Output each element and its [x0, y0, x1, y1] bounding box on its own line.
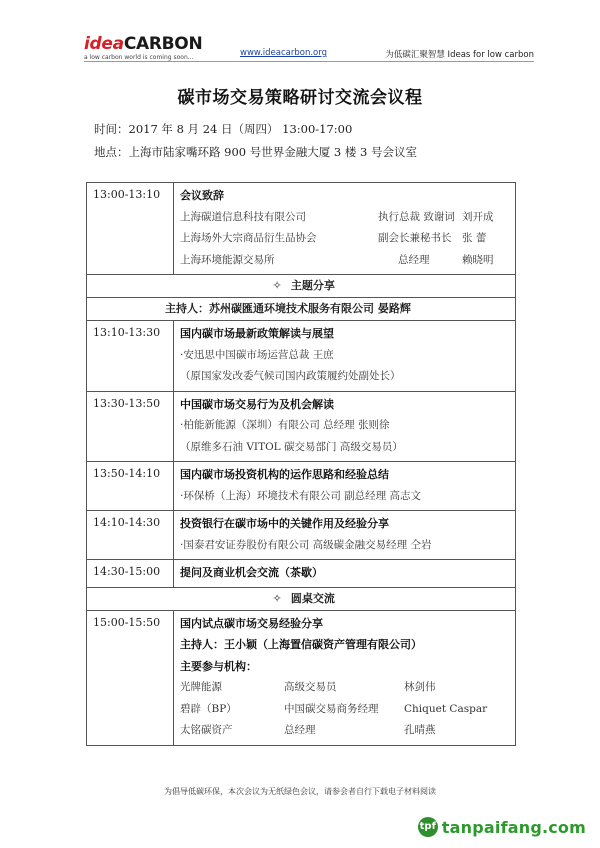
agenda-row: [87, 391, 516, 462]
speaker-org: 上海碳道信息科技有限公司: [180, 210, 306, 223]
section-row-roundtable: [87, 587, 516, 610]
diamond-icon: ✧: [272, 279, 282, 292]
agenda-content: [174, 511, 516, 560]
speaker-line: [180, 250, 515, 272]
section-row-theme: [87, 275, 516, 298]
logo-carbon-text: CARBON: [123, 34, 203, 54]
agenda-table: [86, 182, 516, 746]
logo-wordmark: [84, 34, 202, 54]
agenda-time: 14:10-14:30: [87, 511, 174, 560]
agenda-content: [174, 560, 516, 588]
watermark-text: tanpaifang.com: [441, 817, 586, 837]
speaker-name: 张 蕾: [462, 232, 487, 244]
speaker-role: 执行总裁 致谢词: [378, 210, 455, 223]
roundtable-host: 主持人：王小颖（上海置信碳资产管理有限公司）: [180, 638, 422, 651]
agenda-content: [174, 183, 516, 275]
participant-role: 高级交易员: [284, 681, 337, 693]
participant-name: 孔晴燕: [404, 724, 436, 736]
page-title: 碳市场交易策略研讨交流会议程: [177, 88, 423, 108]
participant-line: [180, 699, 515, 721]
leaf-icon: tpf: [418, 817, 438, 837]
participant-line: [180, 677, 515, 699]
agenda-row: [87, 462, 516, 511]
participants-label: 主要参与机构：: [180, 659, 257, 673]
speaker-role: 副会长兼秘书长: [378, 232, 452, 244]
section-header: [87, 587, 516, 610]
meeting-time: 时间：2017 年 8 月 24 日（周四） 13:00-17:00: [94, 122, 353, 136]
participant-line: [180, 720, 515, 742]
meeting-place: 地点：上海市陆家嘴环路 900 号世界金融大厦 3 楼 3 号会议室: [94, 145, 418, 159]
participant-org: 光牌能源: [180, 681, 222, 693]
agenda-content: [174, 391, 516, 462]
logo-idea-text: idea: [84, 34, 124, 54]
agenda-row: [87, 560, 516, 588]
participant-name: 林剑伟: [404, 681, 436, 693]
agenda-row: [87, 511, 516, 560]
speaker-line: ·柏能新能源（深圳）有限公司 总经理 张则徐: [180, 419, 390, 431]
agenda-time: 13:10-13:30: [87, 321, 174, 392]
host-label: 主持人：苏州碳匯通环境技术服务有限公司 晏路辉: [87, 298, 516, 321]
host-row: [87, 298, 516, 321]
agenda-content: [174, 321, 516, 392]
agenda-time: 13:00-13:10: [87, 183, 174, 275]
speaker-name: 刘开成: [462, 210, 494, 223]
agenda-row-roundtable: [87, 610, 516, 745]
agenda-content: [174, 462, 516, 511]
speaker-line: ·安迅思中国碳市场运营总裁 王庶: [180, 348, 334, 361]
speaker-line: [180, 207, 515, 229]
speaker-note: （原维多石油 VITOL 碳交易部门 高级交易员）: [180, 440, 403, 453]
section-label: 主题分享: [290, 279, 335, 292]
agenda-heading: 国内碳市场最新政策解读与展望: [180, 327, 334, 340]
speaker-org: 上海环境能源交易所: [180, 253, 275, 266]
speaker-role: 总经理: [398, 253, 430, 266]
agenda-heading: 国内碳市场投资机构的运作思路和经验总结: [180, 468, 389, 481]
site-slogan: 为低碳汇聚智慧 Ideas for low carbon: [385, 50, 534, 60]
agenda-heading: 会议致辞: [180, 189, 224, 202]
agenda-content: [174, 610, 516, 745]
agenda-time: 13:30-13:50: [87, 391, 174, 462]
section-label: 圆桌交流: [290, 591, 335, 605]
agenda-row: [87, 321, 516, 392]
agenda-row-opening: [87, 183, 516, 275]
diamond-icon: ✧: [272, 591, 282, 605]
participant-org: 太铭碳资产: [180, 724, 233, 736]
speaker-line: ·环保桥（上海）环境技术有限公司 副总经理 高志文: [180, 489, 422, 502]
agenda-heading: 中国碳市场交易行为及机会解读: [180, 397, 334, 411]
speaker-line: [180, 228, 515, 250]
participant-role: 中国碳交易商务经理: [284, 702, 379, 715]
site-url-link[interactable]: www.ideacarbon.org: [240, 48, 327, 58]
logo-tagline: a low carbon world is coming soon...: [84, 54, 194, 61]
ideacarbon-logo[interactable]: [84, 34, 202, 61]
agenda-heading: 提问及商业机会交流（茶歇）: [180, 566, 323, 579]
agenda-heading: 国内试点碳市场交易经验分享: [180, 616, 323, 630]
participant-role: 总经理: [284, 724, 316, 736]
speaker-note: （原国家发改委气候司国内政策履约处副处长）: [180, 370, 401, 382]
speaker-line: ·国泰君安证券股份有限公司 高级碳金融交易经理 仝岩: [180, 538, 432, 551]
section-header: [87, 275, 516, 298]
agenda-heading: 投资银行在碳市场中的关键作用及经验分享: [180, 517, 389, 530]
tanpaifang-watermark[interactable]: [418, 815, 586, 839]
participant-org: 碧辟（BP）: [180, 702, 237, 715]
agenda-time: 15:00-15:50: [87, 610, 174, 745]
speaker-name: 赖晓明: [462, 253, 494, 266]
participant-name: Chiquet Caspar: [404, 702, 488, 715]
agenda-time: 14:30-15:00: [87, 560, 174, 588]
header-divider: [84, 61, 534, 62]
speaker-org: 上海场外大宗商品衍生品协会: [180, 232, 317, 244]
page-header: [84, 34, 534, 64]
agenda-time: 13:50-14:10: [87, 462, 174, 511]
footer-note: 为倡导低碳环保，本次会议为无纸绿色会议，请参会者自行下载电子材料阅读: [164, 787, 436, 796]
